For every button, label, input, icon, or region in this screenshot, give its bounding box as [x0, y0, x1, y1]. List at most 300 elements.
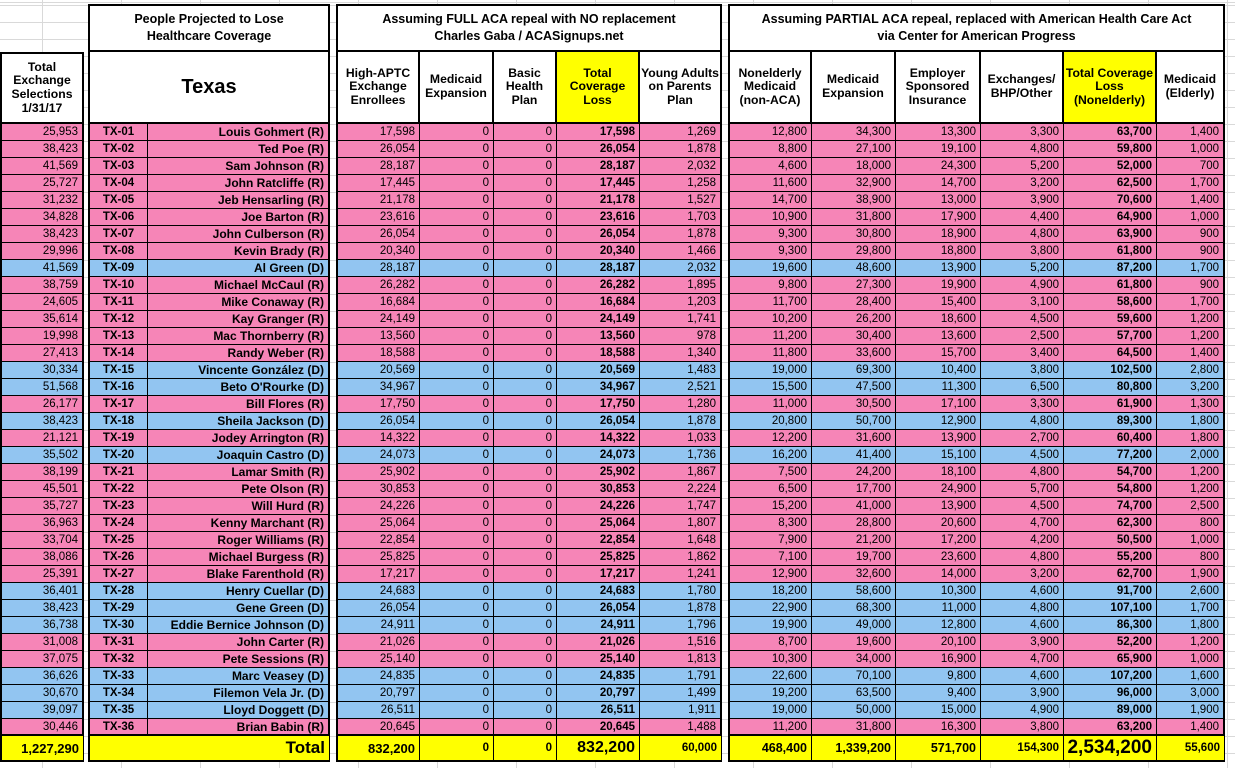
tx-22-medicaid-elderly: 1,200 [1157, 481, 1225, 498]
tx-09-exchanges-bhp-other: 5,200 [981, 260, 1064, 277]
tx-36-medicaid-expansion-full: 0 [420, 719, 494, 736]
tx-05-district: TX-05 [88, 192, 148, 209]
tx-06-employer-sponsored-insurance: 17,900 [896, 209, 981, 226]
tx-18-representative: Sheila Jackson (D) [148, 413, 330, 430]
tx-06-medicaid-expansion-ahca: 31,800 [812, 209, 896, 226]
tx-02-exchanges-bhp-other: 4,800 [981, 141, 1064, 158]
tx-23-employer-sponsored-insurance: 13,900 [896, 498, 981, 515]
tx-14-basic-health-plan: 0 [494, 345, 557, 362]
total-nonelderly-medicaid: 468,400 [728, 736, 812, 762]
tx-32-medicaid-expansion-ahca: 34,000 [812, 651, 896, 668]
tx-36-young-adults: 1,488 [640, 719, 722, 736]
tx-08-basic-health-plan: 0 [494, 243, 557, 260]
tx-19-medicaid-expansion-ahca: 31,600 [812, 430, 896, 447]
tx-27-total-coverage-loss-full: 17,217 [557, 566, 640, 583]
tx-14-total-coverage-loss-full: 18,588 [557, 345, 640, 362]
tx-15-young-adults: 1,483 [640, 362, 722, 379]
tx-34-representative: Filemon Vela Jr. (D) [148, 685, 330, 702]
tx-16-district: TX-16 [88, 379, 148, 396]
tx-20-medicaid-expansion-ahca: 41,400 [812, 447, 896, 464]
tx-13-exchange-selections: 19,998 [0, 328, 84, 345]
tx-01-total-coverage-loss-nonelderly: 63,700 [1064, 124, 1157, 141]
tx-18-nonelderly-medicaid: 20,800 [728, 413, 812, 430]
tx-33-total-coverage-loss-nonelderly: 107,200 [1064, 668, 1157, 685]
tx-05-representative: Jeb Hensarling (R) [148, 192, 330, 209]
tx-03-exchanges-bhp-other: 5,200 [981, 158, 1064, 175]
group-header-people-projected [88, 4, 330, 52]
tx-24-medicaid-expansion-ahca: 28,800 [812, 515, 896, 532]
tx-27-district: TX-27 [88, 566, 148, 583]
tx-27-medicaid-expansion-full: 0 [420, 566, 494, 583]
tx-21-total-coverage-loss-nonelderly: 54,700 [1064, 464, 1157, 481]
tx-08-exchanges-bhp-other: 3,800 [981, 243, 1064, 260]
tx-19-representative: Jodey Arrington (R) [148, 430, 330, 447]
tx-11-medicaid-elderly: 1,700 [1157, 294, 1225, 311]
tx-13-basic-health-plan: 0 [494, 328, 557, 345]
tx-19-high-aptc-enrollees: 14,322 [336, 430, 420, 447]
tx-30-exchange-selections: 36,738 [0, 617, 84, 634]
tx-21-total-coverage-loss-full: 25,902 [557, 464, 640, 481]
tx-35-high-aptc-enrollees: 26,511 [336, 702, 420, 719]
tx-20-basic-health-plan: 0 [494, 447, 557, 464]
tx-32-young-adults: 1,813 [640, 651, 722, 668]
tx-25-exchanges-bhp-other: 4,200 [981, 532, 1064, 549]
tx-10-nonelderly-medicaid: 9,800 [728, 277, 812, 294]
tx-02-high-aptc-enrollees: 26,054 [336, 141, 420, 158]
tx-31-employer-sponsored-insurance: 20,100 [896, 634, 981, 651]
tx-13-nonelderly-medicaid: 11,200 [728, 328, 812, 345]
tx-15-basic-health-plan: 0 [494, 362, 557, 379]
tx-15-total-coverage-loss-full: 20,569 [557, 362, 640, 379]
tx-25-medicaid-elderly: 1,000 [1157, 532, 1225, 549]
tx-11-exchange-selections: 24,605 [0, 294, 84, 311]
tx-07-exchanges-bhp-other: 4,800 [981, 226, 1064, 243]
tx-27-young-adults: 1,241 [640, 566, 722, 583]
tx-21-nonelderly-medicaid: 7,500 [728, 464, 812, 481]
tx-24-high-aptc-enrollees: 25,064 [336, 515, 420, 532]
tx-05-total-coverage-loss-nonelderly: 70,600 [1064, 192, 1157, 209]
tx-15-representative: Vincente González (D) [148, 362, 330, 379]
tx-32-employer-sponsored-insurance: 16,900 [896, 651, 981, 668]
tx-08-high-aptc-enrollees: 20,340 [336, 243, 420, 260]
tx-22-basic-health-plan: 0 [494, 481, 557, 498]
tx-14-nonelderly-medicaid: 11,800 [728, 345, 812, 362]
tx-11-total-coverage-loss-full: 16,684 [557, 294, 640, 311]
tx-02-medicaid-elderly: 1,000 [1157, 141, 1225, 158]
tx-22-exchange-selections: 45,501 [0, 481, 84, 498]
tx-34-medicaid-elderly: 3,000 [1157, 685, 1225, 702]
tx-03-basic-health-plan: 0 [494, 158, 557, 175]
tx-32-medicaid-elderly: 1,000 [1157, 651, 1225, 668]
tx-08-young-adults: 1,466 [640, 243, 722, 260]
total-coverage-loss-nonelderly: 2,534,200 [1064, 736, 1157, 762]
tx-16-exchanges-bhp-other: 6,500 [981, 379, 1064, 396]
tx-36-medicaid-elderly: 1,400 [1157, 719, 1225, 736]
tx-34-exchanges-bhp-other: 3,900 [981, 685, 1064, 702]
tx-06-exchanges-bhp-other: 4,400 [981, 209, 1064, 226]
tx-17-total-coverage-loss-full: 17,750 [557, 396, 640, 413]
tx-19-basic-health-plan: 0 [494, 430, 557, 447]
tx-26-district: TX-26 [88, 549, 148, 566]
tx-16-high-aptc-enrollees: 34,967 [336, 379, 420, 396]
tx-04-high-aptc-enrollees: 17,445 [336, 175, 420, 192]
tx-26-total-coverage-loss-nonelderly: 55,200 [1064, 549, 1157, 566]
tx-29-medicaid-expansion-ahca: 68,300 [812, 600, 896, 617]
tx-24-total-coverage-loss-full: 25,064 [557, 515, 640, 532]
tx-18-exchange-selections: 38,423 [0, 413, 84, 430]
tx-02-district: TX-02 [88, 141, 148, 158]
tx-27-total-coverage-loss-nonelderly: 62,700 [1064, 566, 1157, 583]
column-header-total-coverage-loss-full: Total Coverage Loss [557, 52, 640, 124]
tx-31-young-adults: 1,516 [640, 634, 722, 651]
tx-03-high-aptc-enrollees: 28,187 [336, 158, 420, 175]
tx-20-representative: Joaquin Castro (D) [148, 447, 330, 464]
tx-25-employer-sponsored-insurance: 17,200 [896, 532, 981, 549]
tx-12-total-coverage-loss-full: 24,149 [557, 311, 640, 328]
tx-02-employer-sponsored-insurance: 19,100 [896, 141, 981, 158]
tx-32-district: TX-32 [88, 651, 148, 668]
tx-21-young-adults: 1,867 [640, 464, 722, 481]
tx-29-basic-health-plan: 0 [494, 600, 557, 617]
tx-35-representative: Lloyd Doggett (D) [148, 702, 330, 719]
tx-30-nonelderly-medicaid: 19,900 [728, 617, 812, 634]
tx-29-nonelderly-medicaid: 22,900 [728, 600, 812, 617]
tx-34-high-aptc-enrollees: 20,797 [336, 685, 420, 702]
tx-07-total-coverage-loss-full: 26,054 [557, 226, 640, 243]
tx-02-exchange-selections: 38,423 [0, 141, 84, 158]
tx-08-employer-sponsored-insurance: 18,800 [896, 243, 981, 260]
tx-36-total-coverage-loss-nonelderly: 63,200 [1064, 719, 1157, 736]
tx-06-young-adults: 1,703 [640, 209, 722, 226]
tx-12-basic-health-plan: 0 [494, 311, 557, 328]
column-header-state-texas: Texas [88, 52, 330, 124]
tx-20-exchanges-bhp-other: 4,500 [981, 447, 1064, 464]
tx-04-total-coverage-loss-nonelderly: 62,500 [1064, 175, 1157, 192]
tx-33-basic-health-plan: 0 [494, 668, 557, 685]
tx-12-exchange-selections: 35,614 [0, 311, 84, 328]
tx-19-young-adults: 1,033 [640, 430, 722, 447]
tx-11-exchanges-bhp-other: 3,100 [981, 294, 1064, 311]
tx-30-district: TX-30 [88, 617, 148, 634]
total-medicaid-elderly: 55,600 [1157, 736, 1225, 762]
tx-02-young-adults: 1,878 [640, 141, 722, 158]
tx-08-exchange-selections: 29,996 [0, 243, 84, 260]
tx-06-total-coverage-loss-nonelderly: 64,900 [1064, 209, 1157, 226]
tx-29-exchanges-bhp-other: 4,800 [981, 600, 1064, 617]
tx-04-young-adults: 1,258 [640, 175, 722, 192]
group-header-people-line2: Healthcare Coverage [146, 29, 272, 43]
tx-13-exchanges-bhp-other: 2,500 [981, 328, 1064, 345]
tx-32-total-coverage-loss-full: 25,140 [557, 651, 640, 668]
tx-33-district: TX-33 [88, 668, 148, 685]
tx-10-exchange-selections: 38,759 [0, 277, 84, 294]
tx-06-medicaid-expansion-full: 0 [420, 209, 494, 226]
tx-26-high-aptc-enrollees: 25,825 [336, 549, 420, 566]
tx-31-district: TX-31 [88, 634, 148, 651]
tx-33-high-aptc-enrollees: 24,835 [336, 668, 420, 685]
tx-18-medicaid-expansion-ahca: 50,700 [812, 413, 896, 430]
tx-07-medicaid-elderly: 900 [1157, 226, 1225, 243]
tx-30-exchanges-bhp-other: 4,600 [981, 617, 1064, 634]
tx-34-young-adults: 1,499 [640, 685, 722, 702]
tx-21-representative: Lamar Smith (R) [148, 464, 330, 481]
tx-22-total-coverage-loss-full: 30,853 [557, 481, 640, 498]
tx-01-high-aptc-enrollees: 17,598 [336, 124, 420, 141]
tx-33-exchanges-bhp-other: 4,600 [981, 668, 1064, 685]
tx-04-basic-health-plan: 0 [494, 175, 557, 192]
tx-33-employer-sponsored-insurance: 9,800 [896, 668, 981, 685]
tx-12-medicaid-expansion-full: 0 [420, 311, 494, 328]
tx-01-exchanges-bhp-other: 3,300 [981, 124, 1064, 141]
tx-16-medicaid-elderly: 3,200 [1157, 379, 1225, 396]
tx-03-young-adults: 2,032 [640, 158, 722, 175]
tx-13-total-coverage-loss-nonelderly: 57,700 [1064, 328, 1157, 345]
tx-04-representative: John Ratcliffe (R) [148, 175, 330, 192]
tx-31-high-aptc-enrollees: 21,026 [336, 634, 420, 651]
tx-14-exchange-selections: 27,413 [0, 345, 84, 362]
tx-36-basic-health-plan: 0 [494, 719, 557, 736]
tx-10-medicaid-expansion-ahca: 27,300 [812, 277, 896, 294]
tx-28-medicaid-expansion-full: 0 [420, 583, 494, 600]
tx-03-exchange-selections: 41,569 [0, 158, 84, 175]
tx-17-exchanges-bhp-other: 3,300 [981, 396, 1064, 413]
tx-06-representative: Joe Barton (R) [148, 209, 330, 226]
tx-25-representative: Roger Williams (R) [148, 532, 330, 549]
tx-22-representative: Pete Olson (R) [148, 481, 330, 498]
tx-01-district: TX-01 [88, 124, 148, 141]
tx-05-nonelderly-medicaid: 14,700 [728, 192, 812, 209]
tx-27-medicaid-expansion-ahca: 32,600 [812, 566, 896, 583]
tx-35-medicaid-expansion-full: 0 [420, 702, 494, 719]
tx-18-exchanges-bhp-other: 4,800 [981, 413, 1064, 430]
tx-31-total-coverage-loss-nonelderly: 52,200 [1064, 634, 1157, 651]
column-header-employer-sponsored: Employer Sponsored Insurance [896, 52, 981, 124]
total-employer-sponsored-insurance: 571,700 [896, 736, 981, 762]
tx-07-representative: John Culberson (R) [148, 226, 330, 243]
tx-18-total-coverage-loss-full: 26,054 [557, 413, 640, 430]
tx-22-employer-sponsored-insurance: 24,900 [896, 481, 981, 498]
tx-29-medicaid-expansion-full: 0 [420, 600, 494, 617]
tx-31-basic-health-plan: 0 [494, 634, 557, 651]
tx-22-medicaid-expansion-ahca: 17,700 [812, 481, 896, 498]
tx-02-representative: Ted Poe (R) [148, 141, 330, 158]
column-header-exchanges-bhp-other: Exchanges/ BHP/Other [981, 52, 1064, 124]
tx-28-medicaid-expansion-ahca: 58,600 [812, 583, 896, 600]
tx-10-basic-health-plan: 0 [494, 277, 557, 294]
tx-33-nonelderly-medicaid: 22,600 [728, 668, 812, 685]
group-header-full-repeal [336, 4, 722, 52]
tx-10-high-aptc-enrollees: 26,282 [336, 277, 420, 294]
tx-25-young-adults: 1,648 [640, 532, 722, 549]
tx-21-medicaid-expansion-full: 0 [420, 464, 494, 481]
tx-33-exchange-selections: 36,626 [0, 668, 84, 685]
tx-01-nonelderly-medicaid: 12,800 [728, 124, 812, 141]
tx-19-nonelderly-medicaid: 12,200 [728, 430, 812, 447]
tx-11-basic-health-plan: 0 [494, 294, 557, 311]
tx-15-exchanges-bhp-other: 3,800 [981, 362, 1064, 379]
total-basic-health-plan: 0 [494, 736, 557, 762]
tx-07-high-aptc-enrollees: 26,054 [336, 226, 420, 243]
tx-10-representative: Michael McCaul (R) [148, 277, 330, 294]
tx-09-high-aptc-enrollees: 28,187 [336, 260, 420, 277]
tx-23-total-coverage-loss-full: 24,226 [557, 498, 640, 515]
tx-05-high-aptc-enrollees: 21,178 [336, 192, 420, 209]
tx-16-total-coverage-loss-full: 34,967 [557, 379, 640, 396]
tx-21-employer-sponsored-insurance: 18,100 [896, 464, 981, 481]
tx-24-medicaid-elderly: 800 [1157, 515, 1225, 532]
tx-19-medicaid-elderly: 1,800 [1157, 430, 1225, 447]
tx-24-exchanges-bhp-other: 4,700 [981, 515, 1064, 532]
tx-13-employer-sponsored-insurance: 13,600 [896, 328, 981, 345]
tx-35-district: TX-35 [88, 702, 148, 719]
tx-24-nonelderly-medicaid: 8,300 [728, 515, 812, 532]
column-header-total-coverage-loss-nonelderly: Total Coverage Loss (Nonelderly) [1064, 52, 1157, 124]
tx-14-high-aptc-enrollees: 18,588 [336, 345, 420, 362]
tx-30-employer-sponsored-insurance: 12,800 [896, 617, 981, 634]
tx-04-district: TX-04 [88, 175, 148, 192]
tx-31-medicaid-elderly: 1,200 [1157, 634, 1225, 651]
tx-12-medicaid-elderly: 1,200 [1157, 311, 1225, 328]
tx-01-representative: Louis Gohmert (R) [148, 124, 330, 141]
tx-06-nonelderly-medicaid: 10,900 [728, 209, 812, 226]
tx-09-district: TX-09 [88, 260, 148, 277]
tx-21-basic-health-plan: 0 [494, 464, 557, 481]
tx-27-medicaid-elderly: 1,900 [1157, 566, 1225, 583]
tx-21-exchanges-bhp-other: 4,800 [981, 464, 1064, 481]
tx-36-employer-sponsored-insurance: 16,300 [896, 719, 981, 736]
tx-32-medicaid-expansion-full: 0 [420, 651, 494, 668]
tx-11-nonelderly-medicaid: 11,700 [728, 294, 812, 311]
tx-09-young-adults: 2,032 [640, 260, 722, 277]
tx-34-employer-sponsored-insurance: 9,400 [896, 685, 981, 702]
tx-25-total-coverage-loss-nonelderly: 50,500 [1064, 532, 1157, 549]
tx-16-medicaid-expansion-full: 0 [420, 379, 494, 396]
column-header-exchange-selections: Total Exchange Selections 1/31/17 [0, 52, 84, 124]
column-header-young-adults: Young Adults on Parents Plan [640, 52, 722, 124]
tx-08-medicaid-expansion-full: 0 [420, 243, 494, 260]
tx-16-representative: Beto O'Rourke (D) [148, 379, 330, 396]
tx-04-exchange-selections: 25,727 [0, 175, 84, 192]
tx-23-exchange-selections: 35,727 [0, 498, 84, 515]
tx-18-young-adults: 1,878 [640, 413, 722, 430]
tx-16-medicaid-expansion-ahca: 47,500 [812, 379, 896, 396]
tx-27-representative: Blake Farenthold (R) [148, 566, 330, 583]
tx-15-employer-sponsored-insurance: 10,400 [896, 362, 981, 379]
tx-20-medicaid-expansion-full: 0 [420, 447, 494, 464]
total-exchange-selections: 1,227,290 [0, 736, 84, 762]
tx-10-exchanges-bhp-other: 4,900 [981, 277, 1064, 294]
tx-31-medicaid-expansion-ahca: 19,600 [812, 634, 896, 651]
tx-28-young-adults: 1,780 [640, 583, 722, 600]
tx-35-medicaid-elderly: 1,900 [1157, 702, 1225, 719]
tx-09-employer-sponsored-insurance: 13,900 [896, 260, 981, 277]
tx-19-employer-sponsored-insurance: 13,900 [896, 430, 981, 447]
tx-31-exchange-selections: 31,008 [0, 634, 84, 651]
tx-17-exchange-selections: 26,177 [0, 396, 84, 413]
tx-05-young-adults: 1,527 [640, 192, 722, 209]
tx-04-medicaid-expansion-ahca: 32,900 [812, 175, 896, 192]
tx-15-medicaid-expansion-ahca: 69,300 [812, 362, 896, 379]
tx-20-district: TX-20 [88, 447, 148, 464]
tx-30-total-coverage-loss-nonelderly: 86,300 [1064, 617, 1157, 634]
tx-08-district: TX-08 [88, 243, 148, 260]
tx-07-district: TX-07 [88, 226, 148, 243]
tx-17-total-coverage-loss-nonelderly: 61,900 [1064, 396, 1157, 413]
tx-09-medicaid-expansion-full: 0 [420, 260, 494, 277]
tx-10-medicaid-expansion-full: 0 [420, 277, 494, 294]
tx-11-total-coverage-loss-nonelderly: 58,600 [1064, 294, 1157, 311]
tx-07-exchange-selections: 38,423 [0, 226, 84, 243]
tx-30-total-coverage-loss-full: 24,911 [557, 617, 640, 634]
tx-22-exchanges-bhp-other: 5,700 [981, 481, 1064, 498]
tx-08-medicaid-elderly: 900 [1157, 243, 1225, 260]
tx-15-district: TX-15 [88, 362, 148, 379]
tx-19-district: TX-19 [88, 430, 148, 447]
tx-16-young-adults: 2,521 [640, 379, 722, 396]
tx-19-total-coverage-loss-full: 14,322 [557, 430, 640, 447]
tx-11-representative: Mike Conaway (R) [148, 294, 330, 311]
tx-20-young-adults: 1,736 [640, 447, 722, 464]
tx-28-employer-sponsored-insurance: 10,300 [896, 583, 981, 600]
tx-28-representative: Henry Cuellar (D) [148, 583, 330, 600]
tx-03-total-coverage-loss-nonelderly: 52,000 [1064, 158, 1157, 175]
tx-33-medicaid-expansion-full: 0 [420, 668, 494, 685]
tx-01-medicaid-elderly: 1,400 [1157, 124, 1225, 141]
tx-24-employer-sponsored-insurance: 20,600 [896, 515, 981, 532]
tx-16-exchange-selections: 51,568 [0, 379, 84, 396]
tx-36-high-aptc-enrollees: 20,645 [336, 719, 420, 736]
tx-33-representative: Marc Veasey (D) [148, 668, 330, 685]
tx-02-nonelderly-medicaid: 8,800 [728, 141, 812, 158]
tx-20-high-aptc-enrollees: 24,073 [336, 447, 420, 464]
tx-07-total-coverage-loss-nonelderly: 63,900 [1064, 226, 1157, 243]
tx-03-district: TX-03 [88, 158, 148, 175]
tx-12-nonelderly-medicaid: 10,200 [728, 311, 812, 328]
tx-13-young-adults: 978 [640, 328, 722, 345]
tx-35-medicaid-expansion-ahca: 50,000 [812, 702, 896, 719]
tx-29-young-adults: 1,878 [640, 600, 722, 617]
tx-14-employer-sponsored-insurance: 15,700 [896, 345, 981, 362]
tx-28-basic-health-plan: 0 [494, 583, 557, 600]
tx-23-basic-health-plan: 0 [494, 498, 557, 515]
tx-26-young-adults: 1,862 [640, 549, 722, 566]
tx-30-medicaid-expansion-full: 0 [420, 617, 494, 634]
tx-18-total-coverage-loss-nonelderly: 89,300 [1064, 413, 1157, 430]
tx-23-representative: Will Hurd (R) [148, 498, 330, 515]
column-header-medicaid-expansion-full: Medicaid Expansion [420, 52, 494, 124]
tx-25-total-coverage-loss-full: 22,854 [557, 532, 640, 549]
tx-35-basic-health-plan: 0 [494, 702, 557, 719]
total-young-adults: 60,000 [640, 736, 722, 762]
tx-17-young-adults: 1,280 [640, 396, 722, 413]
tx-33-medicaid-elderly: 1,600 [1157, 668, 1225, 685]
tx-34-total-coverage-loss-full: 20,797 [557, 685, 640, 702]
tx-15-total-coverage-loss-nonelderly: 102,500 [1064, 362, 1157, 379]
tx-15-high-aptc-enrollees: 20,569 [336, 362, 420, 379]
tx-27-basic-health-plan: 0 [494, 566, 557, 583]
tx-22-high-aptc-enrollees: 30,853 [336, 481, 420, 498]
tx-32-basic-health-plan: 0 [494, 651, 557, 668]
tx-26-medicaid-expansion-ahca: 19,700 [812, 549, 896, 566]
tx-02-medicaid-expansion-ahca: 27,100 [812, 141, 896, 158]
tx-26-employer-sponsored-insurance: 23,600 [896, 549, 981, 566]
tx-28-total-coverage-loss-full: 24,683 [557, 583, 640, 600]
tx-08-medicaid-expansion-ahca: 29,800 [812, 243, 896, 260]
tx-27-exchanges-bhp-other: 3,200 [981, 566, 1064, 583]
tx-05-medicaid-expansion-full: 0 [420, 192, 494, 209]
tx-31-total-coverage-loss-full: 21,026 [557, 634, 640, 651]
tx-17-medicaid-elderly: 1,300 [1157, 396, 1225, 413]
